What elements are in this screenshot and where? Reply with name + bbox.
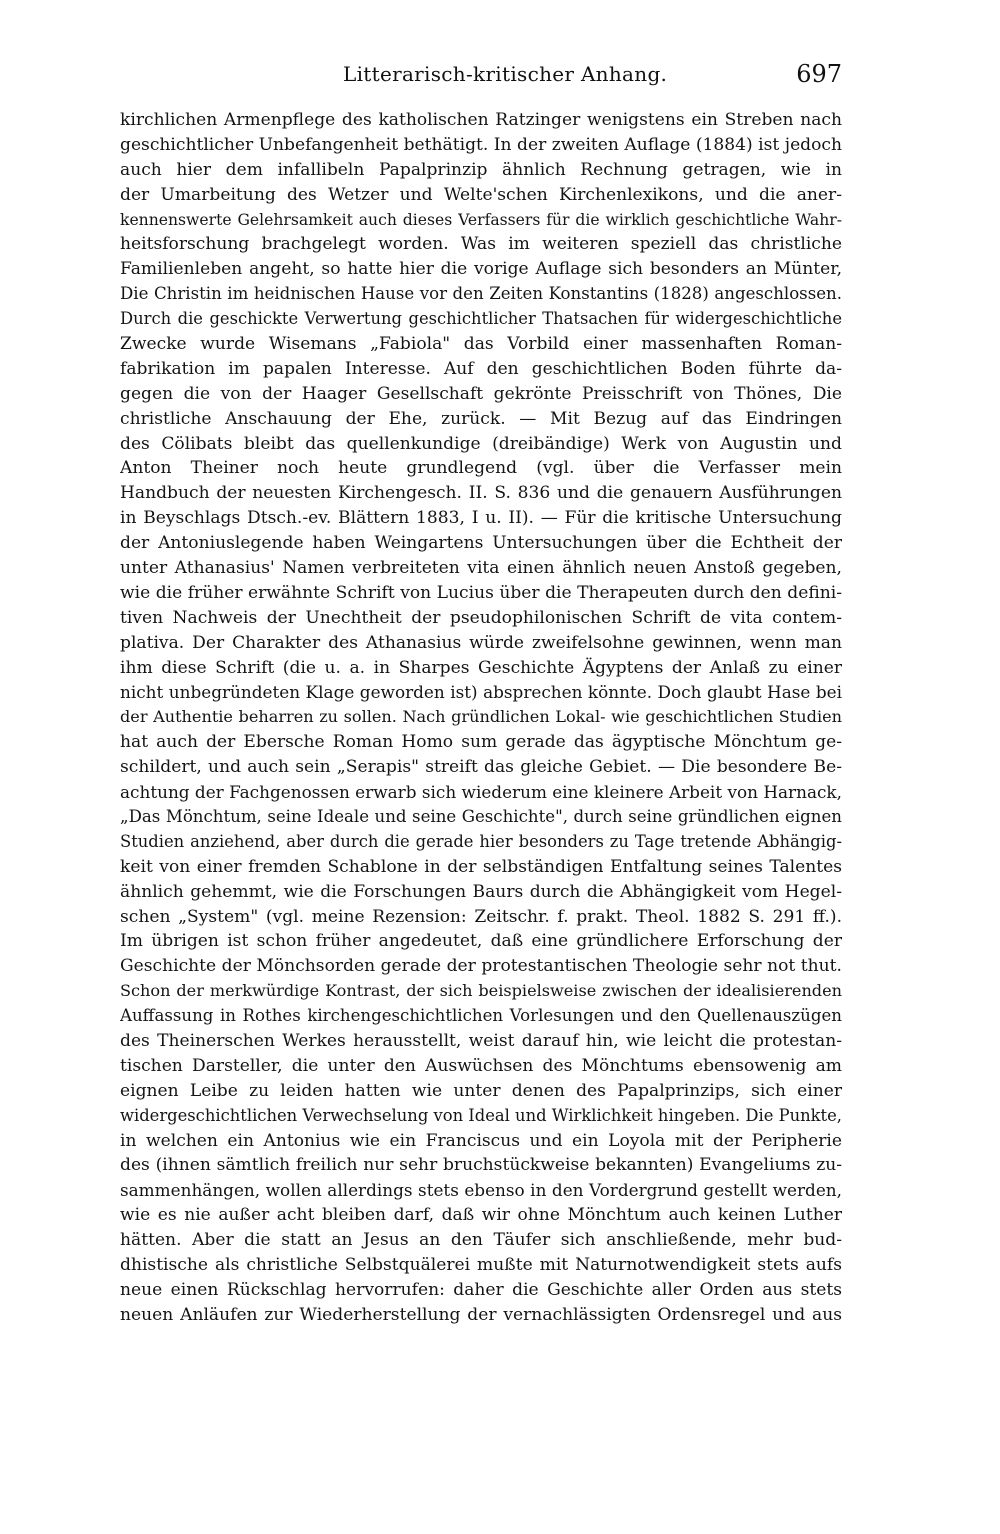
- text-line: Familienleben angeht, so hatte hier die vorige Auflage sich besonders an Münter,: [120, 259, 842, 280]
- text-line: Im übrigen ist schon früher angedeutet, daß eine gründlichere Erforschung der: [120, 931, 842, 952]
- text-line: des (ihnen sämtlich freilich nur sehr bruchstückweise bekannten) Evangeliums zu-: [120, 1155, 842, 1176]
- text-line: neuen Anläufen zur Wiederherstellung der vernachlässigten Ordensregel und aus: [120, 1304, 842, 1325]
- text-line: christliche Anschauung der Ehe, zurück. — Mit Bezug auf das Eindringen: [120, 408, 842, 429]
- text-line: Anton Theiner noch heute grundlegend (vgl. über die Verfasser mein: [120, 458, 842, 479]
- body-text: [120, 108, 842, 1328]
- text-line: der Umarbeitung des Wetzer und Welte'schen Kirchenlexikons, und die aner-: [120, 184, 842, 205]
- text-line: unter Athanasius' Namen verbreiteten vita einen ähnlich neuen Anstoß gegeben,: [120, 558, 842, 579]
- text-line: keit von einer fremden Schablone in der selbständigen Entfaltung seines Talentes: [120, 856, 842, 877]
- text-line: eignen Leibe zu leiden hatten wie unter denen des Papalprinzips, sich einer: [120, 1080, 842, 1101]
- text-line: heitsforschung brachgelegt worden. Was im weiteren speziell das christliche: [120, 234, 842, 255]
- text-line: kirchlichen Armenpflege des katholischen Ratzinger wenigstens ein Streben nach: [120, 110, 842, 130]
- text-line: „Das Mönchtum, seine Ideale und seine Geschichte", durch seine gründlichen eignen: [120, 806, 842, 826]
- text-line: tischen Darsteller, die unter den Auswüchsen des Mönchtums ebensowenig am: [120, 1055, 842, 1076]
- text-line: ähnlich gehemmt, wie die Forschungen Baurs durch die Abhängigkeit vom Hegel-: [120, 881, 842, 902]
- text-line: Handbuch der neuesten Kirchengesch. II. S. 836 und die genauern Ausführungen: [120, 483, 842, 504]
- text-line: sammenhängen, wollen allerdings stets ebenso in den Vordergrund gestellt werden,: [120, 1180, 842, 1201]
- text-line: Schon der merkwürdige Kontrast, der sich beispielsweise zwischen der idealisierenden: [120, 981, 842, 1001]
- text-line: Durch die geschickte Verwertung geschichtlicher Thatsachen für widergeschichtliche: [120, 309, 842, 329]
- text-line: tiven Nachweis der Unechtheit der pseudophilonischen Schrift de vita contem-: [120, 607, 842, 628]
- text-line: der Authentie beharren zu sollen. Nach gründlichen Lokal- wie geschichtlichen Studien: [120, 707, 842, 727]
- text-line: des Theinerschen Werkes herausstellt, weist darauf hin, wie leicht die protestan-: [120, 1030, 842, 1051]
- text-line: widergeschichtlichen Verwechselung von Ideal und Wirklichkeit hingeben. Die Punkte,: [120, 1105, 842, 1125]
- text-line: in welchen ein Antonius wie ein Franciscus und ein Loyola mit der Peripherie: [120, 1130, 842, 1151]
- text-line: hat auch der Ebersche Roman Homo sum gerade das ägyptische Mönchtum ge-: [120, 732, 842, 753]
- running-head: [118, 62, 842, 92]
- text-line: dhistische als christliche Selbstquälerei mußte mit Naturnotwendigkeit stets aufs: [120, 1254, 842, 1275]
- text-line: achtung der Fachgenossen erwarb sich wiederum eine kleinere Arbeit von Harnack,: [120, 782, 842, 803]
- text-line: kennenswerte Gelehrsamkeit auch dieses Verfassers für die wirklich geschichtliche Wahr-: [120, 210, 842, 229]
- text-line: geschichtlicher Unbefangenheit bethätigt. In der zweiten Auflage (1884) ist jedoch: [120, 134, 842, 155]
- page-number: 697: [796, 60, 842, 88]
- text-line: Auffassung in Rothes kirchengeschichtlichen Vorlesungen und den Quellenauszügen: [120, 1006, 842, 1026]
- text-line: Studien anziehend, aber durch die gerade hier besonders zu Tage tretende Abhängig-: [120, 831, 842, 851]
- text-line: des Cölibats bleibt das quellenkundige (dreibändige) Werk von Augustin und: [120, 433, 842, 454]
- text-line: der Antoniuslegende haben Weingartens Untersuchungen über die Echtheit der: [120, 533, 842, 554]
- text-line: wie die früher erwähnte Schrift von Lucius über die Therapeuten durch den defini-: [120, 582, 842, 603]
- text-line: neue einen Rückschlag hervorrufen: daher die Geschichte aller Orden aus stets: [120, 1279, 842, 1300]
- running-title: Litterarisch-kritischer Anhang.: [343, 62, 668, 86]
- text-line: ihm diese Schrift (die u. a. in Sharpes Geschichte Ägyptens der Anlaß zu einer: [120, 657, 842, 678]
- text-line: Zwecke wurde Wisemans „Fabiola" das Vorbild einer massenhaften Roman-: [120, 334, 842, 355]
- text-line: wie es nie außer acht bleiben darf, daß wir ohne Mönchtum auch keinen Luther: [120, 1205, 842, 1226]
- text-line: Die Christin im heidnischen Hause vor den Zeiten Konstantins (1828) angeschlossen.: [120, 284, 842, 304]
- text-line: Geschichte der Mönchsorden gerade der protestantischen Theologie sehr not thut.: [120, 956, 842, 977]
- text-line: nicht unbegründeten Klage geworden ist) absprechen könnte. Doch glaubt Hase bei: [120, 682, 842, 703]
- text-line: plativa. Der Charakter des Athanasius würde zweifelsohne gewinnen, wenn man: [120, 632, 842, 653]
- text-line: auch hier dem infallibeln Papalprinzip ähnlich Rechnung getragen, wie in: [120, 159, 842, 180]
- text-line: fabrikation im papalen Interesse. Auf den geschichtlichen Boden führte da-: [120, 358, 842, 379]
- text-line: schildert, und auch sein „Serapis" streift das gleiche Gebiet. — Die besondere Be-: [120, 757, 842, 778]
- text-line: hätten. Aber die statt an Jesus an den Täufer sich anschließende, mehr bud-: [120, 1230, 842, 1251]
- text-line: in Beyschlags Dtsch.-ev. Blättern 1883, I u. II). — Für die kritische Untersuchung: [120, 508, 842, 529]
- text-line: schen „System" (vgl. meine Rezension: Zeitschr. f. prakt. Theol. 1882 S. 291 ff.).: [120, 906, 842, 927]
- text-line: gegen die von der Haager Gesellschaft gekrönte Preisschrift von Thönes, Die: [120, 383, 842, 404]
